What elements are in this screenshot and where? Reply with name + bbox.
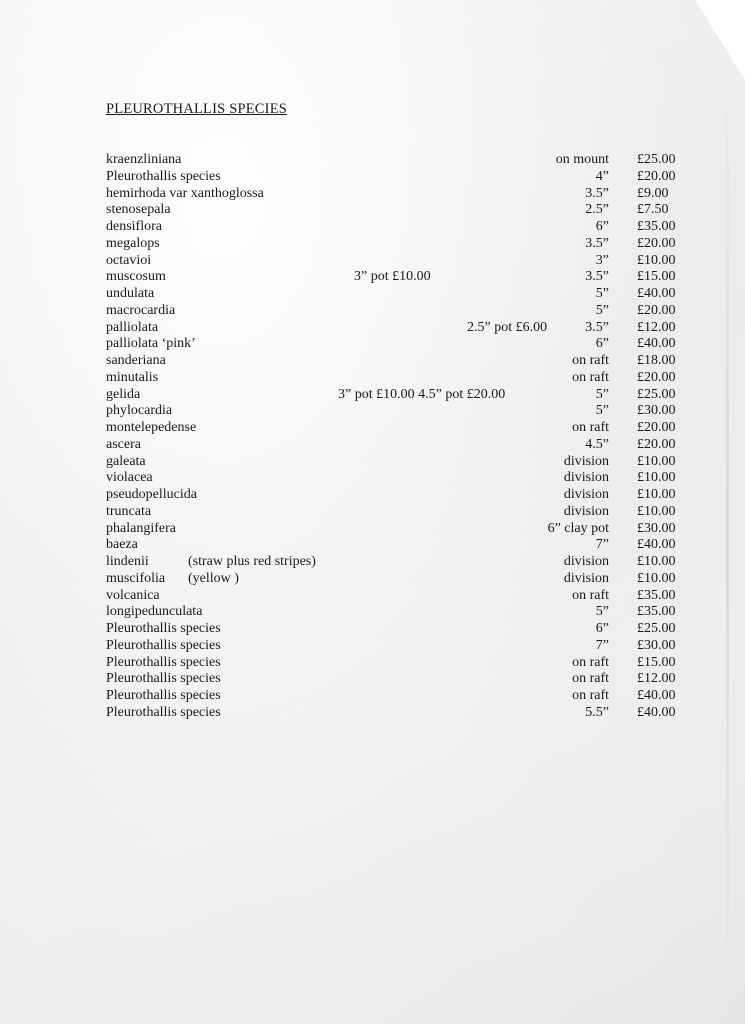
pot-size: division [563, 470, 609, 486]
species-name: phylocardia [106, 403, 173, 419]
list-item [0, 335, 745, 352]
list-item [0, 453, 745, 470]
page-title: PLEUROTHALLIS SPECIES [106, 101, 288, 117]
list-item [0, 687, 745, 704]
list-item [0, 637, 745, 654]
species-name: Pleurothallis species [106, 637, 221, 653]
list-item [0, 503, 745, 520]
price: £20.00 [637, 168, 676, 184]
species-name: Pleurothallis species [106, 168, 221, 184]
species-name: macrocardia [106, 302, 176, 318]
price: £10.00 [637, 487, 676, 502]
list-item [0, 302, 745, 319]
price: £25.00 [637, 621, 676, 636]
price: £7.50 [637, 202, 669, 218]
pot-size: division [563, 503, 609, 519]
pot-size: 6” clay pot [547, 520, 609, 536]
species-name: megalops [106, 235, 160, 251]
species-name: muscosum [106, 269, 166, 285]
list-item [0, 218, 745, 235]
price: £18.00 [637, 353, 676, 368]
pot-size: 3.5” [585, 185, 609, 201]
species-name: phalangifera [106, 520, 176, 536]
price: £40.00 [637, 688, 676, 703]
price: £35.00 [637, 604, 676, 620]
price: £25.00 [637, 386, 676, 402]
list-item [0, 536, 745, 553]
pot-size: 4.5” [585, 436, 609, 452]
list-item [0, 168, 745, 185]
pot-size: 6” [595, 219, 609, 234]
pot-size: 5” [595, 302, 609, 318]
list-item [0, 704, 745, 721]
price: £10.00 [637, 570, 676, 586]
list-item [0, 419, 745, 436]
species-name: palliolata [106, 319, 159, 335]
pot-size: 3” [595, 252, 609, 268]
price: £20.00 [637, 235, 676, 251]
species-name: gelida [106, 386, 141, 402]
pot-size: 3.5” [585, 269, 609, 285]
list-item [0, 386, 745, 403]
pot-size: on mount [555, 152, 609, 167]
pot-size: 5” [595, 286, 609, 301]
list-item [0, 151, 745, 168]
list-item [0, 402, 745, 419]
price: £20.00 [637, 369, 676, 385]
species-name: palliolata ‘pink’ [106, 336, 196, 352]
list-item [0, 436, 745, 453]
pot-size: on raft [572, 420, 609, 435]
pot-size: 5” [595, 604, 609, 620]
price: £40.00 [637, 704, 676, 720]
price: £20.00 [637, 302, 676, 318]
price: £20.00 [637, 420, 676, 435]
pot-size: 5” [595, 403, 609, 419]
species-note: (straw plus red stripes) [188, 554, 316, 569]
alternate-pot-price: 3” pot £10.00 4.5” pot £20.00 [338, 386, 506, 402]
pot-size: division [563, 453, 609, 469]
price: £40.00 [637, 286, 676, 301]
list-item [0, 520, 745, 537]
list-item [0, 670, 745, 687]
species-name: montelepedense [106, 420, 197, 435]
list-item [0, 654, 745, 671]
pot-size: on raft [572, 671, 609, 687]
price: £30.00 [637, 520, 676, 536]
species-name: Pleurothallis species [106, 688, 221, 703]
pot-size: 4” [595, 168, 609, 184]
list-item [0, 268, 745, 285]
pot-size: on raft [572, 587, 609, 603]
list-item [0, 201, 745, 218]
price: £10.00 [637, 453, 676, 469]
price: £10.00 [637, 554, 676, 569]
species-name: longipedunculata [106, 604, 203, 620]
species-name: volcanica [106, 587, 160, 603]
species-name: minutalis [106, 369, 159, 385]
species-name: ascera [106, 436, 141, 452]
species-name: muscifolia [106, 570, 166, 586]
price: £30.00 [637, 637, 676, 653]
pot-size: 7” [595, 637, 609, 653]
species-name: pseudopellucida [106, 487, 197, 502]
price: £10.00 [637, 470, 676, 486]
pot-size: 3.5” [585, 235, 609, 251]
pot-size: on raft [572, 688, 609, 703]
list-item [0, 285, 745, 302]
pot-size: 2.5” [585, 202, 609, 218]
pot-size: 6” [595, 621, 609, 636]
species-name: galeata [106, 453, 146, 469]
pot-size: on raft [572, 654, 609, 670]
pot-size: on raft [572, 353, 609, 368]
species-name: lindenii [106, 554, 149, 569]
price: £15.00 [637, 269, 676, 285]
species-name: kraenzliniana [106, 152, 182, 167]
pot-size: 5” [595, 386, 609, 402]
pot-size: 5.5” [585, 704, 609, 720]
price: £30.00 [637, 403, 676, 419]
list-item [0, 319, 745, 336]
list-item [0, 235, 745, 252]
price: £15.00 [637, 654, 676, 670]
species-name: truncata [106, 503, 152, 519]
species-name: stenosepala [106, 202, 171, 218]
species-name: Pleurothallis species [106, 671, 221, 687]
price: £10.00 [637, 252, 676, 268]
list-item [0, 570, 745, 587]
species-note: (yellow ) [188, 570, 239, 586]
species-name: Pleurothallis species [106, 654, 221, 670]
species-name: Pleurothallis species [106, 704, 221, 720]
pot-size: 7” [595, 537, 609, 553]
pot-size: division [563, 554, 609, 569]
pot-size: 6” [595, 336, 609, 352]
price: £10.00 [637, 503, 676, 519]
species-name: octavioi [106, 252, 152, 268]
species-name: densiflora [106, 219, 162, 234]
list-item [0, 252, 745, 269]
price: £40.00 [637, 336, 676, 352]
list-item [0, 587, 745, 604]
folded-corner [695, 0, 745, 80]
species-name: sanderiana [106, 353, 166, 368]
pot-size: 3.5” [585, 319, 609, 335]
price: £9.00 [637, 185, 669, 201]
species-name: baeza [106, 537, 138, 553]
species-name: hemirhoda var xanthoglossa [106, 185, 264, 201]
price: £25.00 [637, 152, 676, 167]
species-name: violacea [106, 470, 153, 486]
price: £35.00 [637, 219, 676, 234]
alternate-pot-price: 3” pot £10.00 [354, 269, 431, 285]
price: £20.00 [637, 436, 676, 452]
pot-size: division [563, 487, 609, 502]
price: £35.00 [637, 587, 676, 603]
list-item [0, 369, 745, 386]
price: £40.00 [637, 537, 676, 553]
alternate-pot-price: 2.5” pot £6.00 [467, 319, 548, 335]
list-item [0, 185, 745, 202]
price: £12.00 [637, 671, 676, 687]
list-item [0, 553, 745, 570]
pot-size: division [563, 570, 609, 586]
list-item [0, 352, 745, 369]
price: £12.00 [637, 319, 676, 335]
list-item [0, 486, 745, 503]
species-name: undulata [106, 286, 155, 301]
species-name: Pleurothallis species [106, 621, 221, 636]
pot-size: on raft [572, 369, 609, 385]
list-item [0, 620, 745, 637]
list-item [0, 603, 745, 620]
list-item [0, 469, 745, 486]
